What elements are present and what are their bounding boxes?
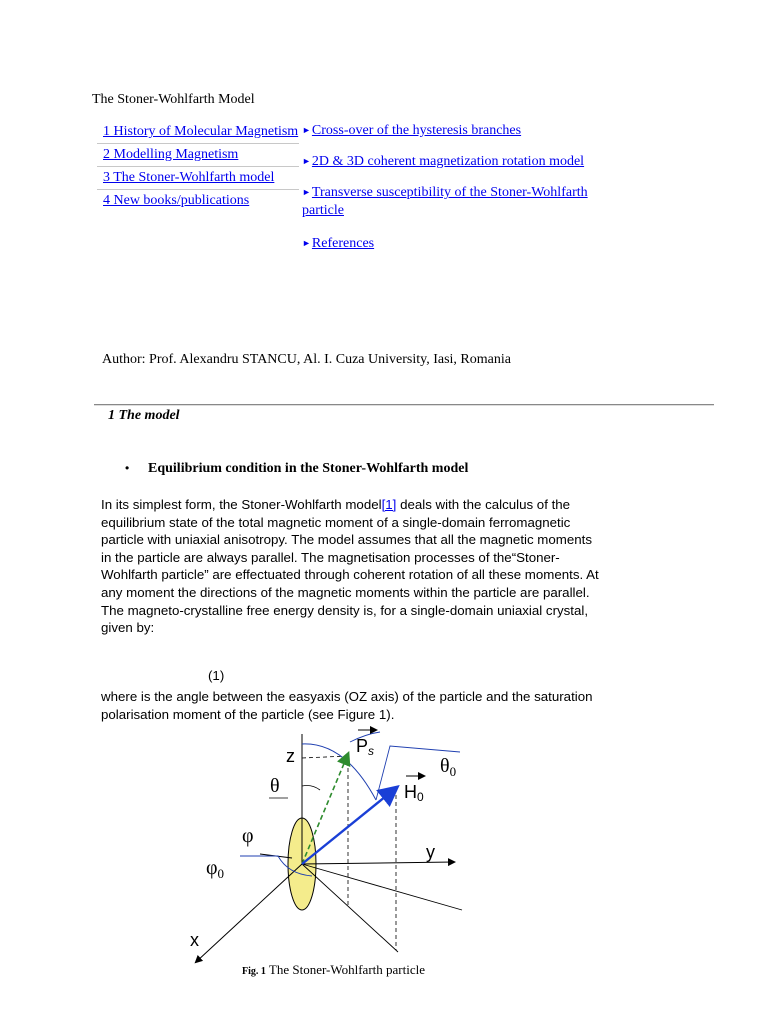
h0-label: H0 — [404, 782, 424, 804]
page-title: The Stoner-Wohlfarth Model — [92, 92, 255, 107]
projection-line — [302, 864, 462, 910]
theta-arc — [302, 786, 320, 791]
phi0-label: $\varphi_0$ — [206, 857, 225, 881]
where-paragraph: where is the angle between the easyaxis (OZ axis) of the particle and the saturation polarisation moment of the particle (see Figure 1). — [101, 689, 593, 722]
bullet-icon: • — [125, 461, 130, 475]
toc-link-books[interactable]: 4 New books/publications — [103, 193, 250, 208]
body-text-energy: The magneto-crystalline free energy density is, for a single-domain uniaxial crystal, given by: — [101, 602, 589, 636]
equation-label: (1) — [208, 668, 225, 683]
arrow-right-icon: ► — [302, 125, 311, 135]
stoner-wohlfarth-figure — [170, 724, 480, 974]
x-axis-label: x — [190, 930, 199, 950]
toc-item-stoner-wohlfarth[interactable] — [97, 167, 299, 190]
toc-link-crossover[interactable]: Cross-over of the hysteresis branches — [311, 123, 522, 138]
toc-link-susceptibility[interactable]: Transverse susceptibility of the Stoner-Wohlfarth particle — [302, 185, 588, 218]
toc-link-rotation-model[interactable]: 2D & 3D coherent magnetization rotation model — [311, 154, 585, 169]
toc-item-history[interactable] — [97, 121, 299, 144]
section-heading: 1 The model — [108, 408, 180, 423]
toc-right-item-rotation-model[interactable] — [302, 152, 592, 171]
body-text-start: In its simplest form, the Stoner-Wohlfarth model — [101, 497, 382, 512]
toc-item-books[interactable] — [97, 190, 299, 212]
figure-caption — [242, 962, 425, 978]
body-paragraph — [101, 496, 606, 637]
z-axis-label: z — [286, 746, 295, 766]
toc-link-history[interactable]: 1 History of Molecular Magnetism — [103, 124, 299, 139]
theta0-label: $\theta_0$ — [440, 755, 457, 779]
projection-line-2 — [302, 864, 398, 952]
moment-vector — [302, 754, 348, 864]
y-axis — [302, 862, 454, 864]
arrow-right-icon: ► — [302, 187, 311, 197]
theta-label: θ — [270, 775, 280, 797]
field-vector — [302, 788, 396, 864]
body-text-cont: deals with the calculus of the equilibrium state of the total magnetic moment of a single-domain ferromagnetic particle with uniaxial anisotropy. The model assumes that all the magnetic moments in the particle are always parallel. The magnetisation processes of the“Stoner-Wohlfarth particle” are effectuated through coherent rotation of all these moments. At any moment the directions of the magnetic moments within the particle are parallel. — [101, 497, 599, 600]
toc-right-item-crossover[interactable] — [302, 121, 592, 140]
bullet-heading: Equilibrium condition in the Stoner-Wohlfarth model — [148, 461, 469, 476]
section-divider — [94, 404, 714, 406]
caption-prefix: Fig. 1 — [242, 966, 266, 977]
phi-label: φ — [242, 825, 254, 847]
toc-right-item-susceptibility[interactable] — [302, 183, 592, 220]
toc-left-nav — [97, 121, 299, 212]
toc-right-item-references[interactable] — [302, 234, 592, 253]
toc-item-modelling[interactable] — [97, 144, 299, 167]
toc-link-references[interactable]: References — [311, 236, 375, 251]
arrow-right-icon: ► — [302, 238, 311, 248]
toc-link-modelling[interactable]: 2 Modelling Magnetism — [103, 147, 239, 162]
toc-right-nav — [302, 121, 592, 267]
y-axis-label: y — [426, 842, 435, 862]
ps-label: Ps — [356, 736, 375, 758]
arrow-right-icon: ► — [302, 156, 311, 166]
author-line: Author: Prof. Alexandru STANCU, Al. I. Cuza University, Iasi, Romania — [102, 352, 511, 367]
reference-link-1[interactable]: [1] — [381, 497, 397, 512]
toc-link-stoner-wohlfarth[interactable]: 3 The Stoner-Wohlfarth model — [103, 170, 275, 185]
caption-text: The Stoner-Wohlfarth particle — [265, 962, 425, 977]
